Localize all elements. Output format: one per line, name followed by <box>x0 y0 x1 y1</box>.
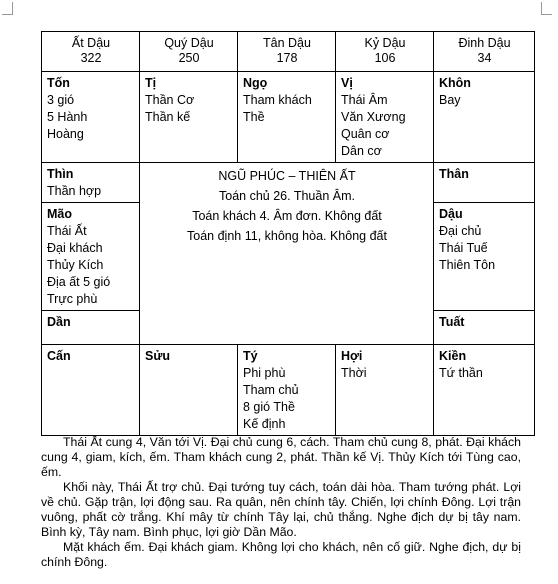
center-line: Toán chủ 26. Thuần Âm. <box>219 189 355 203</box>
center-line: Toán định 11, không hòa. Không đất <box>187 229 387 243</box>
header-number: 34 <box>477 51 492 65</box>
palace-ngo <box>238 72 336 163</box>
palace-name: Hợi <box>341 349 363 363</box>
palace-entry: Dân cơ <box>341 144 382 158</box>
palace-can <box>42 345 140 436</box>
palace-name: Dậu <box>439 207 463 221</box>
palace-entry: Tham khách <box>243 93 312 107</box>
palace-entry: Thái Ất <box>47 224 87 238</box>
palace-ton <box>42 72 140 163</box>
palace-name: Khôn <box>439 76 471 90</box>
palace-entry: Thần kế <box>145 110 191 124</box>
palace-name: Ngọ <box>243 76 268 90</box>
palace-entry: Quân cơ <box>341 127 390 141</box>
palace-entry: Thời <box>341 366 367 380</box>
header-row <box>42 32 535 72</box>
palace-entry: 5 Hành <box>47 110 88 124</box>
header-number: 178 <box>276 51 298 65</box>
palace-entry: Bay <box>439 93 461 107</box>
palace-name: Thân <box>439 167 469 181</box>
palace-entry: Phi phù <box>243 366 286 380</box>
center-line: Toán khách 4. Âm đơn. Không đất <box>192 209 382 223</box>
palace-name: Vị <box>341 76 353 90</box>
commentary-paragraph: Thái Ất cung 4, Văn tới Vị. Đại chủ cung 6, cách. Tham chủ cung 8, phát. Đại khách cung 4, giam, kích, ếm. Tham khách cung 2, phát. Thần kế Vị. Thủy Kích tới Tùng cao, ếm. <box>41 435 521 479</box>
palace-khon <box>434 72 535 163</box>
palace-entry: 3 gió <box>47 93 75 107</box>
header-number: 322 <box>80 51 102 65</box>
palace-thin <box>42 163 140 203</box>
palace-entry: Thủy Kích <box>47 258 104 272</box>
commentary-paragraph: Mặt khách ếm. Đại khách giam. Không lợi cho khách, nên cố giữ. Nghe địch, dự bị chính Đông. <box>41 540 521 569</box>
header-cell <box>140 32 238 72</box>
palace-ty <box>238 345 336 436</box>
palace-entry: Đại khách <box>47 241 103 255</box>
palace-entry: Trực phù <box>47 292 98 306</box>
palace-name: Tý <box>243 349 258 363</box>
page-corner-mark-right <box>541 2 552 15</box>
center-summary <box>140 163 434 345</box>
palace-hoi <box>336 345 434 436</box>
header-name: Ất Dậu <box>71 36 111 50</box>
palace-entry: Thề <box>243 110 265 124</box>
palace-tuat <box>434 311 535 345</box>
palace-entry: Thiên Tôn <box>439 258 496 272</box>
header-cell <box>42 32 140 72</box>
palace-name: Tốn <box>47 76 70 90</box>
palace-entry: Thần hợp <box>47 184 102 198</box>
palace-ti <box>140 72 238 163</box>
center-title: NGŨ PHÚC – THIÊN ẤT <box>218 169 356 183</box>
middle-row-1 <box>42 163 535 203</box>
palace-name: Dần <box>47 315 71 329</box>
palace-name: Mão <box>47 207 72 221</box>
page-corner-mark-left <box>2 2 13 15</box>
header-cell <box>238 32 336 72</box>
header-name: Tân Dậu <box>263 36 311 50</box>
palace-entry: Văn Xương <box>341 110 406 124</box>
top-palace-row <box>42 72 535 163</box>
palace-than <box>434 163 535 203</box>
header-number: 250 <box>178 51 200 65</box>
palace-vi <box>336 72 434 163</box>
thai-at-chart-table <box>41 31 535 436</box>
palace-entry: Hoàng <box>47 127 84 141</box>
palace-entry: Thần Cơ <box>145 93 195 107</box>
header-cell <box>336 32 434 72</box>
palace-entry: Thái Tuế <box>439 241 488 255</box>
palace-entry: Tứ thần <box>439 366 483 380</box>
palace-entry: Kế định <box>243 417 286 431</box>
palace-entry: Tham chủ <box>243 383 299 397</box>
palace-entry: 8 gió Thề <box>243 400 295 414</box>
commentary-text <box>41 435 521 570</box>
bottom-palace-row <box>42 345 535 436</box>
palace-dau <box>434 203 535 311</box>
palace-name: Cấn <box>47 349 71 363</box>
palace-entry: Đại chủ <box>439 224 482 238</box>
palace-name: Kiền <box>439 349 467 363</box>
palace-suu <box>140 345 238 436</box>
palace-mao <box>42 203 140 311</box>
header-cell <box>434 32 535 72</box>
palace-entry: Địa ất 5 gió <box>47 275 111 289</box>
header-name: Quý Dậu <box>164 36 214 50</box>
commentary-paragraph: Khối này, Thái Ất trợ chủ. Đại tướng tuy cách, toán dài hòa. Tham tướng phát. Lợi về chủ. Gặp trận, lợi động sau. Ra quân, nên chính tây. Chiến, lợi chính Đông. Lợi trận vuông, phất cờ trắng. Khí mây từ chính Tây lại, chủ thắng. Nghe địch dự bị tây nam. Bình kỳ, Tây nam. Bình phục, lợi giờ Dần Mão. <box>41 480 521 539</box>
header-name: Kỷ Dậu <box>364 36 406 50</box>
palace-kien <box>434 345 535 436</box>
header-name: Đinh Dậu <box>458 36 511 50</box>
palace-entry: Thái Âm <box>341 93 388 107</box>
header-number: 106 <box>374 51 396 65</box>
palace-dan <box>42 311 140 345</box>
palace-name: Sửu <box>145 349 171 363</box>
palace-name: Tị <box>145 76 157 90</box>
palace-name: Thìn <box>47 167 74 181</box>
palace-name: Tuất <box>439 315 465 329</box>
